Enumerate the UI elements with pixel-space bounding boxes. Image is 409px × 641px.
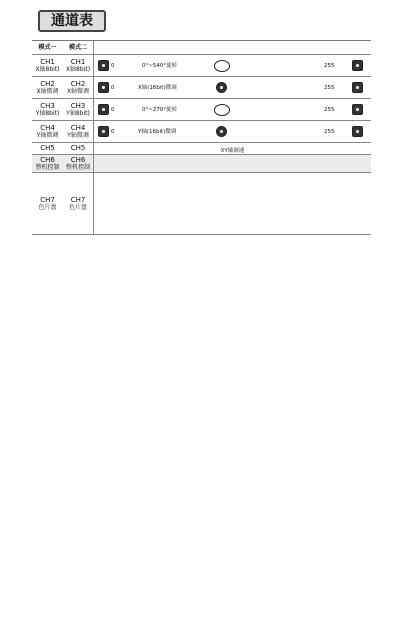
moving-head-icon bbox=[352, 104, 363, 115]
range-high: 255 bbox=[324, 85, 335, 91]
row-content bbox=[94, 121, 371, 142]
channel-id: CH5 bbox=[40, 144, 55, 152]
channel-id: CH1 bbox=[70, 57, 86, 66]
row-content bbox=[94, 99, 371, 120]
range-desc: 0°~270°旋转 bbox=[142, 107, 178, 113]
channel-table bbox=[32, 40, 371, 235]
range-low: 0 bbox=[111, 107, 115, 113]
mode2-cell bbox=[63, 77, 94, 98]
table-row bbox=[32, 173, 371, 235]
channel-function: X轴8bit) bbox=[65, 65, 91, 73]
channel-id: CH4 bbox=[40, 123, 55, 132]
channel-id: CH3 bbox=[70, 101, 86, 110]
channel-id: CH5 bbox=[70, 144, 86, 152]
mode1-cell bbox=[32, 155, 63, 172]
row-content bbox=[94, 55, 371, 76]
channel-function: X轴8bit) bbox=[35, 65, 60, 73]
fine-tune-icon bbox=[216, 126, 227, 137]
range-desc: Y轴(16bit)微调 bbox=[138, 129, 177, 135]
channel-id: CH1 bbox=[40, 57, 55, 66]
mode2-cell bbox=[63, 173, 94, 234]
mode2-cell bbox=[63, 55, 94, 76]
range-high: 255 bbox=[324, 63, 335, 69]
range-high: 255 bbox=[324, 129, 335, 135]
row-content bbox=[94, 173, 371, 234]
moving-head-icon bbox=[98, 126, 109, 137]
table-header bbox=[32, 41, 371, 55]
channel-id: CH3 bbox=[40, 101, 55, 110]
header-mode2: 模式二 bbox=[63, 41, 94, 54]
table-row bbox=[32, 155, 371, 173]
row-content bbox=[94, 143, 371, 154]
moving-head-icon bbox=[98, 60, 109, 71]
channel-function: 整机控制 bbox=[65, 163, 90, 171]
range-low: 0 bbox=[111, 129, 115, 135]
page-title: 通道表 bbox=[38, 10, 106, 32]
channel-id: CH6 bbox=[40, 155, 55, 164]
table-row bbox=[32, 143, 371, 155]
table-row bbox=[32, 55, 371, 77]
row-description: XY轴调速 bbox=[220, 148, 245, 154]
range-low: 0 bbox=[111, 63, 115, 69]
mode2-cell bbox=[63, 143, 94, 154]
channel-function: Y轴8bit) bbox=[35, 109, 60, 117]
range-desc: 0°~540°旋转 bbox=[142, 63, 178, 69]
channel-id: CH6 bbox=[70, 155, 86, 164]
mode1-cell bbox=[32, 99, 63, 120]
fine-tune-icon bbox=[216, 82, 227, 93]
mode1-cell bbox=[32, 143, 63, 154]
mode1-cell bbox=[32, 77, 63, 98]
moving-head-icon bbox=[98, 104, 109, 115]
channel-function: X轴微调 bbox=[66, 87, 90, 95]
channel-function: 色片盘 bbox=[68, 203, 87, 211]
channel-function: 色片盘 bbox=[38, 203, 57, 211]
channel-function: Y轴微调 bbox=[36, 131, 59, 139]
mode2-cell bbox=[63, 121, 94, 142]
table-row bbox=[32, 99, 371, 121]
channel-id: CH2 bbox=[70, 79, 86, 88]
mode2-cell bbox=[63, 99, 94, 120]
row-content bbox=[94, 77, 371, 98]
channel-function: Y轴8bit) bbox=[66, 109, 90, 117]
channel-function: Y轴微调 bbox=[67, 131, 89, 139]
range-low: 0 bbox=[111, 85, 115, 91]
channel-id: CH4 bbox=[70, 123, 86, 132]
channel-id: CH7 bbox=[40, 195, 55, 204]
moving-head-icon bbox=[98, 82, 109, 93]
channel-id: CH7 bbox=[70, 195, 86, 204]
rotate-icon bbox=[214, 104, 230, 116]
mode2-cell bbox=[63, 155, 94, 172]
moving-head-icon bbox=[352, 82, 363, 93]
range-desc: X轴(16bit)微调 bbox=[138, 85, 177, 91]
table-row bbox=[32, 121, 371, 143]
table-row bbox=[32, 77, 371, 99]
moving-head-icon bbox=[352, 126, 363, 137]
mode1-cell bbox=[32, 121, 63, 142]
mode1-cell bbox=[32, 55, 63, 76]
mode1-cell bbox=[32, 173, 63, 234]
header-mode1: 模式一 bbox=[38, 44, 57, 51]
range-high: 255 bbox=[324, 107, 335, 113]
moving-head-icon bbox=[352, 60, 363, 71]
channel-id: CH2 bbox=[40, 79, 55, 88]
channel-function: 整机控制 bbox=[35, 163, 60, 171]
row-content bbox=[94, 155, 371, 172]
channel-function: X轴微调 bbox=[36, 87, 59, 95]
rotate-icon bbox=[214, 60, 230, 72]
